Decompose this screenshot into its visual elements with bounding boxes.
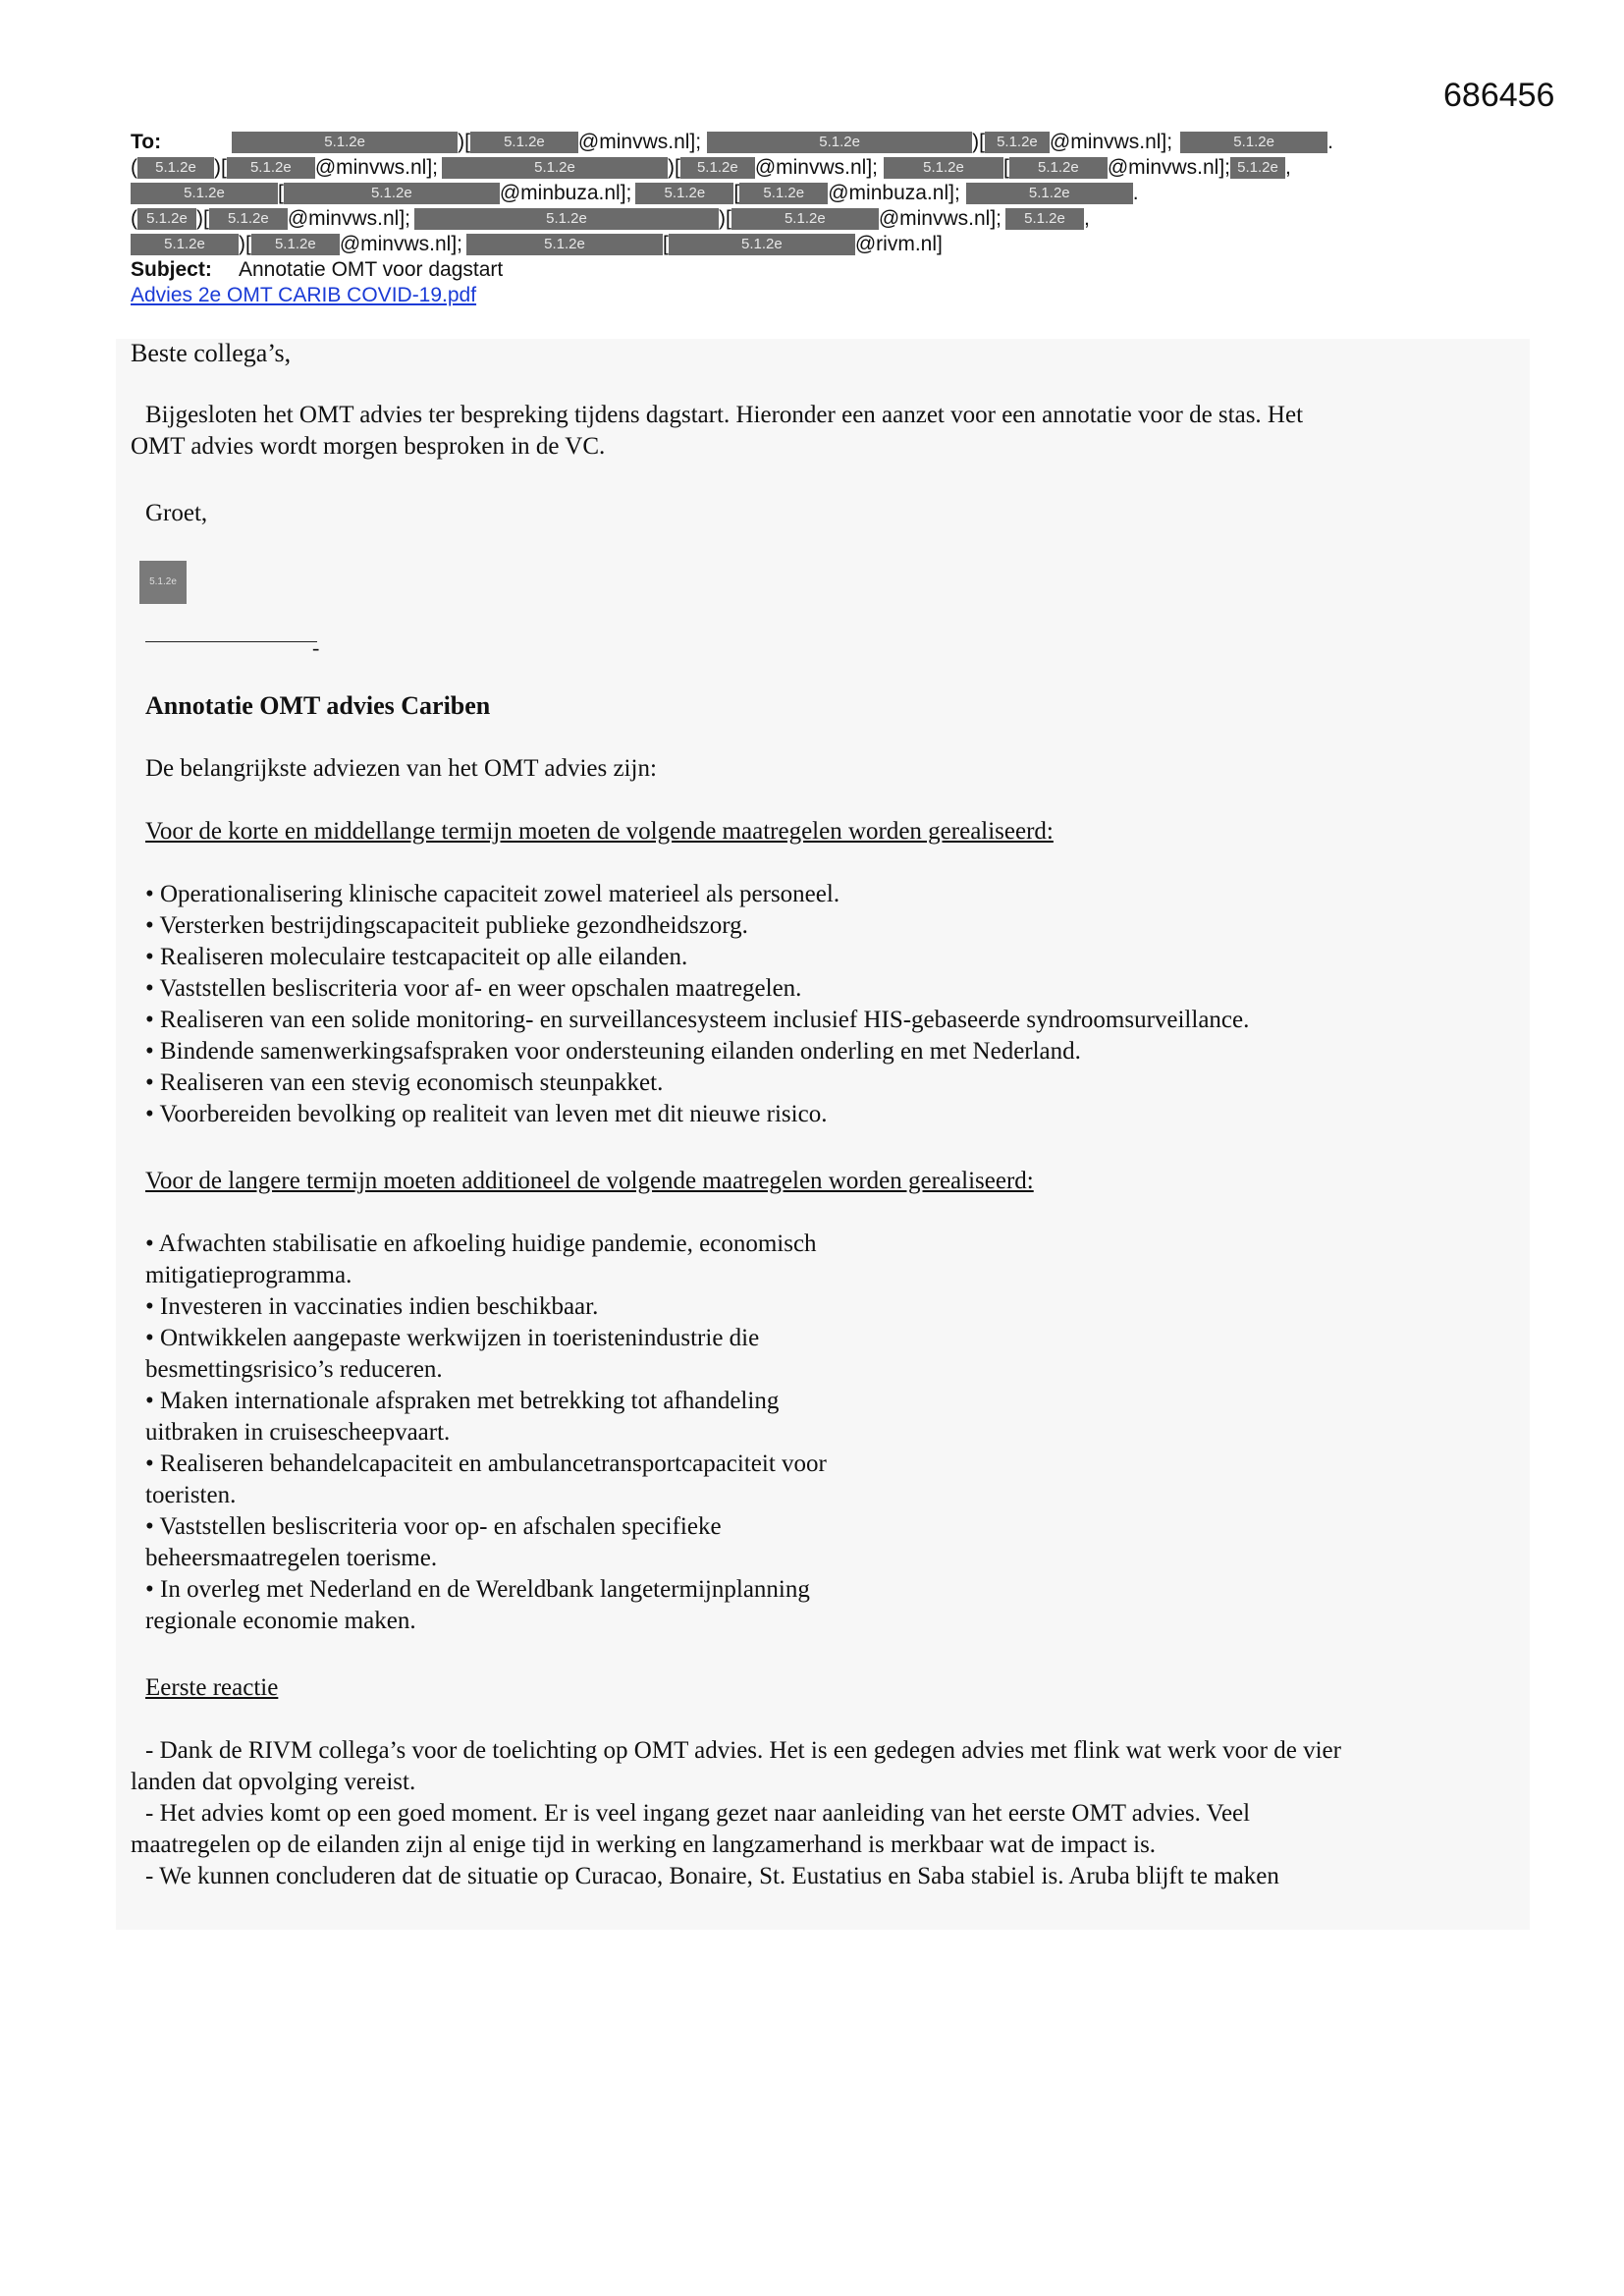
email-domain: @minvws.nl];: [878, 207, 1001, 230]
redaction: 5.1.2e: [1005, 208, 1084, 230]
redaction: 5.1.2e: [966, 183, 1133, 204]
redaction: 5.1.2e: [131, 234, 239, 255]
annotation-title: Annotatie OMT advies Cariben: [145, 691, 491, 720]
list-item: • Voorbereiden bevolking op realiteit van leven met dit nieuwe risico.: [145, 1101, 828, 1127]
list-item: • Vaststellen besliscriteria voor af- en weer opschalen maatregelen.: [145, 975, 802, 1002]
email-body: [116, 339, 1530, 1930]
redaction: 5.1.2e: [227, 157, 315, 179]
redaction: 5.1.2e: [470, 132, 578, 153]
list-item: • Maken internationale afspraken met betrekking tot afhandeling: [145, 1388, 780, 1414]
subject-line: [131, 257, 1525, 283]
email-header: [131, 130, 1525, 308]
redaction: 5.1.2e: [680, 157, 755, 179]
divider-end: -: [312, 635, 320, 660]
to-label: To:: [131, 131, 162, 153]
to-line-3: 5.1.2e [ 5.1.2e @minbuza.nl]; 5.1.2e [ 5.1.2e @minbuza.nl]; 5.1.2e .: [131, 181, 1525, 206]
document-number: 686456: [1443, 77, 1555, 114]
reaction-line: maatregelen op de eilanden zijn al enige tijd in werking en langzamerhand is merkbaar wat de impact is.: [131, 1831, 1157, 1858]
subject-label: Subject:: [131, 258, 212, 281]
reaction-line: - Het advies komt op een goed moment. Er is veel ingang gezet naar aanleiding van het eerste OMT advies. Veel: [145, 1800, 1251, 1827]
first-reaction-heading: Eerste reactie: [145, 1674, 279, 1701]
long-term-list: [131, 1229, 827, 1637]
to-line-4: ( 5.1.2e )[ 5.1.2e @minvws.nl]; 5.1.2e )[ 5.1.2e @minvws.nl]; 5.1.2e ,: [131, 207, 1090, 230]
reaction-line: - We kunnen concluderen dat de situatie op Curacao, Bonaire, St. Eustatius en Saba stabiel is. Aruba blijft te maken: [145, 1863, 1279, 1889]
list-item: • Investeren in vaccinaties indien beschikbaar.: [145, 1293, 599, 1320]
intro-line: OMT advies wordt morgen besproken in de VC.: [131, 433, 606, 460]
redaction: 5.1.2e: [1230, 157, 1285, 179]
list-item: besmettingsrisico’s reduceren.: [145, 1356, 443, 1383]
redaction: 5.1.2e: [884, 157, 1003, 179]
email-domain: @minvws.nl];: [339, 233, 462, 255]
long-term-heading: Voor de langere termijn moeten additioneel de volgende maatregelen worden gerealiseerd:: [145, 1168, 1034, 1194]
list-item: • Ontwikkelen aangepaste werkwijzen in toeristenindustrie die: [145, 1325, 760, 1351]
redaction: 5.1.2e: [209, 208, 288, 230]
greeting: Beste collega’s,: [131, 339, 292, 367]
to-line-2: ( 5.1.2e )[ 5.1.2e @minvws.nl]; 5.1.2e )[ 5.1.2e @minvws.nl]; 5.1.2e [ 5.1.2e @minvws.nl]; 5.1.2e ,: [131, 156, 1291, 179]
to-line-1: To: 5.1.2e )[ 5.1.2e @minvws.nl]; 5.1.2e )[ 5.1.2e @minvws.nl]; 5.1.2e .: [131, 131, 1333, 153]
list-item: • Bindende samenwerkingsafspraken voor ondersteuning eilanden onderling en met Nederland.: [145, 1038, 1081, 1065]
redaction: 5.1.2e: [707, 132, 972, 153]
redaction: 5.1.2e: [284, 183, 500, 204]
email-domain: @rivm.nl]: [854, 233, 943, 255]
reaction-list: [131, 1735, 1341, 1892]
redaction: 5.1.2e: [414, 208, 719, 230]
short-term-list: [131, 879, 1249, 1130]
list-item: toeristen.: [145, 1482, 237, 1508]
redaction: 5.1.2e: [985, 132, 1050, 153]
redaction: 5.1.2e: [731, 208, 879, 230]
list-item: • Realiseren behandelcapaciteit en ambulancetransportcapaciteit voor: [145, 1450, 827, 1477]
annotation-intro: De belangrijkste adviezen van het OMT advies zijn:: [145, 755, 657, 782]
redaction: 5.1.2e: [137, 208, 196, 230]
list-item: • Afwachten stabilisatie en afkoeling huidige pandemie, economisch: [145, 1230, 817, 1257]
email-domain: @minvws.nl];: [287, 207, 410, 230]
redaction: 5.1.2e: [131, 183, 278, 204]
email-domain: @minvws.nl];: [1107, 156, 1231, 179]
list-item: mitigatieprogramma.: [145, 1262, 352, 1288]
list-item: regionale economie maken.: [145, 1608, 416, 1634]
email-domain: @minbuza.nl];: [828, 182, 960, 204]
to-line-5: 5.1.2e )[ 5.1.2e @minvws.nl]; 5.1.2e [ 5.1.2e @rivm.nl]: [131, 232, 1525, 257]
redaction: 5.1.2e: [739, 183, 828, 204]
email-domain: @minvws.nl];: [754, 156, 878, 179]
list-item: beheersmaatregelen toerisme.: [145, 1545, 438, 1571]
signature-redaction: 5.1.2e: [139, 561, 187, 604]
list-item: • In overleg met Nederland en de Wereldbank langetermijnplanning: [145, 1576, 810, 1603]
redaction: 5.1.2e: [137, 157, 214, 179]
redaction: 5.1.2e: [232, 132, 458, 153]
intro-paragraph: [131, 400, 1303, 463]
redaction: 5.1.2e: [251, 234, 340, 255]
email-domain: @minvws.nl];: [314, 156, 438, 179]
reaction-line: landen dat opvolging vereist.: [131, 1769, 416, 1795]
short-term-heading: Voor de korte en middellange termijn moeten de volgende maatregelen worden gerealiseerd:: [145, 818, 1054, 845]
email-domain: @minvws.nl];: [1049, 131, 1173, 153]
redaction: 5.1.2e: [1180, 132, 1327, 153]
list-item: • Versterken bestrijdingscapaciteit publieke gezondheidszorg.: [145, 912, 748, 939]
email-domain: @minvws.nl];: [577, 131, 702, 153]
redaction: 5.1.2e: [1009, 157, 1108, 179]
redaction: 5.1.2e: [669, 234, 855, 255]
list-item: • Realiseren van een stevig economisch steunpakket.: [145, 1069, 664, 1096]
redaction: 5.1.2e: [635, 183, 733, 204]
reaction-line: - Dank de RIVM collega’s voor de toelichting op OMT advies. Het is een gedegen advies met flink wat werk voor de vier: [145, 1737, 1341, 1764]
subject-text: Annotatie OMT voor dagstart: [239, 258, 504, 281]
attachment-link[interactable]: Advies 2e OMT CARIB COVID-19.pdf: [131, 284, 477, 306]
intro-line: Bijgesloten het OMT advies ter bespreking tijdens dagstart. Hieronder een aanzet voor een annotatie voor de stas. Het: [145, 402, 1304, 428]
email-domain: @minbuza.nl];: [499, 182, 632, 204]
redaction: 5.1.2e: [466, 234, 663, 255]
divider-line: [145, 641, 317, 642]
list-item: • Operationalisering klinische capaciteit zowel materieel als personeel.: [145, 881, 840, 907]
list-item: uitbraken in cruisescheepvaart.: [145, 1419, 451, 1446]
redaction: 5.1.2e: [442, 157, 668, 179]
list-item: • Realiseren van een solide monitoring- en surveillancesysteem inclusief HIS-gebaseerde syndroomsurveillance.: [145, 1007, 1250, 1033]
list-item: • Vaststellen besliscriteria voor op- en afschalen specifieke: [145, 1513, 722, 1540]
list-item: • Realiseren moleculaire testcapaciteit op alle eilanden.: [145, 944, 688, 970]
closing: Groet,: [145, 500, 208, 526]
